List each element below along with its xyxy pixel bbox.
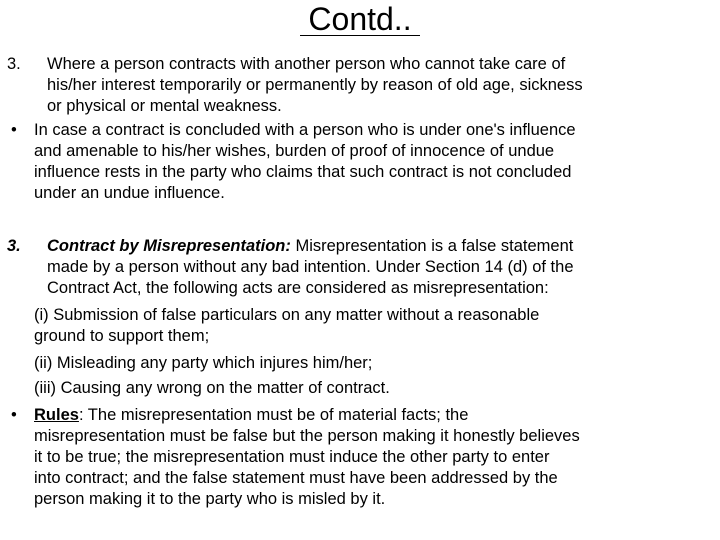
item-line: made by a person without any bad intention. Under Section 14 (d) of the (47, 258, 574, 276)
item-number: 3. (7, 237, 21, 255)
bullet-line: influence rests in the party who claims that such contract is not concluded (34, 163, 572, 181)
bullet-line: under an undue influence. (34, 184, 225, 202)
item-line: his/her interest temporarily or permanently by reason of old age, sickness (47, 76, 583, 94)
bullet-first-line-rest: : The misrepresentation must be of material facts; the (78, 406, 469, 424)
sub-item-line: ground to support them; (34, 327, 210, 345)
title-underline (300, 35, 420, 36)
item-heading: Contract by Misrepresentation: (47, 237, 291, 255)
item-line: or physical or mental weakness. (47, 97, 282, 115)
item-first-line-rest: Misrepresentation is a false statement (290, 237, 574, 255)
item-first-line (47, 236, 573, 257)
bullet-line: misrepresentation must be false but the person making it honestly believes (34, 427, 580, 445)
bullet-line: and amenable to his/her wishes, burden of proof of innocence of undue (34, 142, 555, 160)
sub-item-line: (iii) Causing any wrong on the matter of contract. (34, 379, 390, 397)
item-number: 3. (7, 55, 21, 73)
bullet-icon: • (11, 406, 17, 424)
item-line: Contract Act, the following acts are considered as misrepresentation: (47, 279, 549, 297)
bullet-first-line (34, 405, 468, 426)
bullet-line: person making it to the party who is misled by it. (34, 490, 386, 508)
item-line: Where a person contracts with another person who cannot take care of (47, 55, 566, 73)
slide-title: Contd.. (308, 1, 412, 37)
bullet-line: In case a contract is concluded with a person who is under one's influence (34, 121, 576, 139)
sub-item-line: (i) Submission of false particulars on any matter without a reasonable (34, 306, 540, 324)
bullet-icon: • (11, 121, 17, 139)
bullet-line: it to be true; the misrepresentation must induce the other party to enter (34, 448, 550, 466)
rules-heading: Rules (34, 406, 79, 424)
bullet-line: into contract; and the false statement must have been addressed by the (34, 469, 558, 487)
sub-item-line: (ii) Misleading any party which injures him/her; (34, 354, 373, 372)
